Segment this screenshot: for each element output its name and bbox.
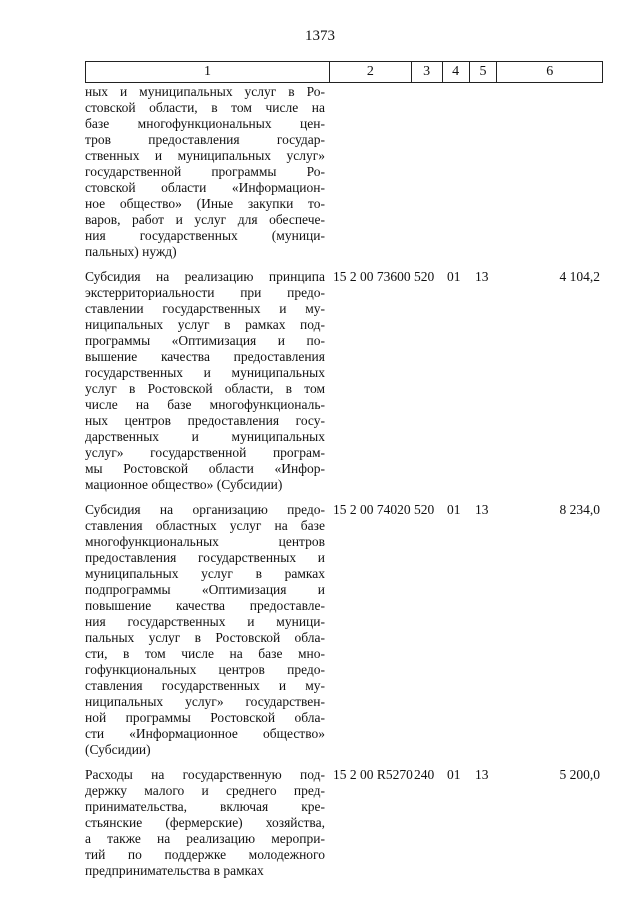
description-line: а также на реализацию меропри- xyxy=(85,831,325,846)
column-header-3: 3 xyxy=(412,62,443,82)
description-line: стьянские (фермерские) хозяйства, xyxy=(85,815,325,830)
row-description xyxy=(85,502,325,758)
row-section: 01 xyxy=(447,767,461,782)
description-line: пальных) нужд) xyxy=(85,244,177,259)
description-line: пальных услуг в Ростовской обла- xyxy=(85,630,325,645)
description-line: тров предоставления государ- xyxy=(85,132,325,147)
row-amount: 4 104,2 xyxy=(559,269,600,284)
column-header-4: 4 xyxy=(443,62,470,82)
description-line: ставления государственных и му- xyxy=(85,678,325,693)
description-line: предпринимательства в рамках xyxy=(85,863,264,878)
description-line: стовской области «Информацион- xyxy=(85,180,325,195)
description-line: государственных и муниципальных xyxy=(85,365,325,380)
description-line: услуг в Ростовской области, в том xyxy=(85,381,325,396)
description-line: ниципальных услуг в рамках под- xyxy=(85,317,325,332)
table-body xyxy=(85,84,603,879)
description-line: ставления областных услуг на базе xyxy=(85,518,325,533)
table-row xyxy=(85,502,603,758)
page-number: 1373 xyxy=(305,28,335,44)
description-line: муниципальных услуг в рамках xyxy=(85,566,325,581)
description-line: мы Ростовской области «Инфор- xyxy=(85,461,325,476)
column-header-5: 5 xyxy=(470,62,498,82)
description-line: принимательства, включая кре- xyxy=(85,799,325,814)
description-line: ственных и муниципальных услуг» xyxy=(85,148,325,163)
description-line: Субсидия на реализацию принципа xyxy=(85,269,325,284)
description-line: сти «Информационное общество» xyxy=(85,726,325,741)
row-expense-type: 520 xyxy=(414,502,435,517)
row-section: 01 xyxy=(447,269,461,284)
column-header-1: 1 xyxy=(86,62,330,82)
description-line: числе на базе многофункциональ- xyxy=(85,397,325,412)
row-code: 15 2 00 R5270 xyxy=(333,767,413,782)
row-section: 01 xyxy=(447,502,461,517)
column-header-6: 6 xyxy=(546,64,554,79)
description-line: программы «Оптимизация и по- xyxy=(85,333,325,348)
description-line: экстерриториальности при предо- xyxy=(85,285,325,300)
description-line: гофункциональных центров предо- xyxy=(85,662,325,677)
description-line: (Субсидии) xyxy=(85,742,151,757)
row-subsection: 13 xyxy=(475,502,489,517)
description-line: ставлении государственных и му- xyxy=(85,301,325,316)
description-line: подпрограммы «Оптимизация и xyxy=(85,582,325,597)
description-line: стовской области, в том числе на xyxy=(85,100,325,115)
row-expense-type: 240 xyxy=(414,767,435,782)
row-subsection: 13 xyxy=(475,269,489,284)
description-line: дарственных и муниципальных xyxy=(85,429,325,444)
row-expense-type: 520 xyxy=(414,269,435,284)
description-line: предоставления государственных и xyxy=(85,550,325,565)
description-line: ной программы Ростовской обла- xyxy=(85,710,325,725)
description-line: ниципальных услуг» государствен- xyxy=(85,694,325,709)
description-line: сти, в том числе на базе мно- xyxy=(85,646,325,661)
description-line: ных центров предоставления госу- xyxy=(85,413,325,428)
row-code: 15 2 00 74020 xyxy=(333,502,411,517)
table-row xyxy=(85,84,603,260)
row-amount: 5 200,0 xyxy=(559,767,600,782)
description-line: мационное общество» (Субсидии) xyxy=(85,477,283,492)
table-header xyxy=(85,61,603,83)
description-line: ния государственных и муници- xyxy=(85,614,325,629)
row-description xyxy=(85,269,325,493)
row-description xyxy=(85,84,325,260)
description-line: ния государственных (муници- xyxy=(85,228,325,243)
description-line: вышение качества предоставления xyxy=(85,349,325,364)
row-code: 15 2 00 73600 xyxy=(333,269,411,284)
description-line: Субсидия на организацию предо- xyxy=(85,502,325,517)
description-line: государственной программы Ро- xyxy=(85,164,325,179)
table-row xyxy=(85,269,603,493)
description-line: повышение качества предоставле- xyxy=(85,598,325,613)
description-line: держку малого и среднего пред- xyxy=(85,783,325,798)
description-line: многофункциональных центров xyxy=(85,534,325,549)
description-line: услуг» государственной програм- xyxy=(85,445,325,460)
row-subsection: 13 xyxy=(475,767,489,782)
description-line: тий по поддержке молодежного xyxy=(85,847,325,862)
description-line: базе многофункциональных цен- xyxy=(85,116,325,131)
description-line: варов, работ и услуг для обеспече- xyxy=(85,212,325,227)
description-line: ных и муниципальных услуг в Ро- xyxy=(85,84,325,99)
row-amount: 8 234,0 xyxy=(559,502,600,517)
column-header-2: 2 xyxy=(330,62,412,82)
row-description xyxy=(85,767,325,879)
description-line: Расходы на государственную под- xyxy=(85,767,325,782)
table-row xyxy=(85,767,603,879)
description-line: ное общество» (Иные закупки то- xyxy=(85,196,325,211)
